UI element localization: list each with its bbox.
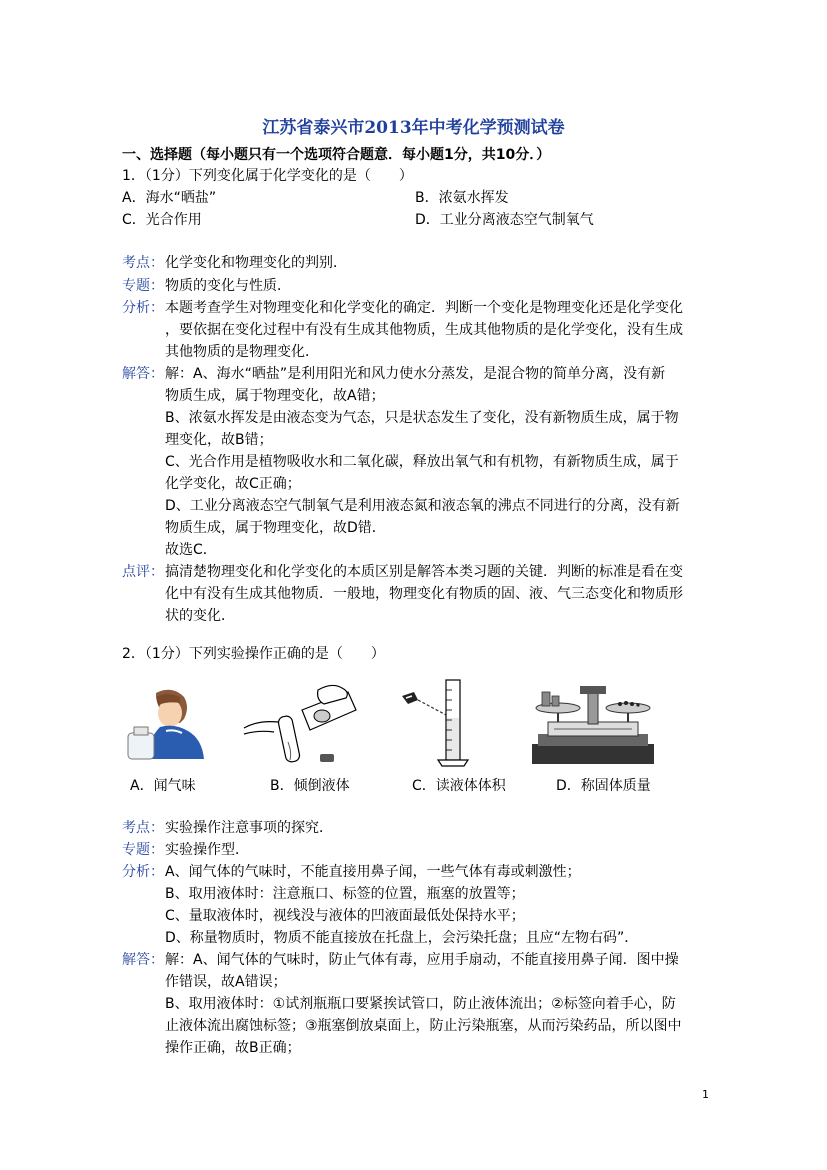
q1-option-b: B．浓氨水挥发 [415, 190, 509, 206]
q2-caption-a: A．闻气味 [130, 778, 196, 794]
q2-caption-d: D．称固体质量 [556, 778, 651, 794]
q1-fenxi-line3: 其他物质的是物理变化． [165, 344, 319, 360]
q2-kaodian-label: 考点： [122, 820, 164, 836]
q2-zhuanti-label: 专题： [122, 842, 164, 858]
q1-jieda-line4: 理变化，故B错； [165, 432, 273, 448]
q1-jieda-line9: 故选C． [165, 542, 217, 558]
q2-caption-b: B．倾倒液体 [270, 778, 350, 794]
q2-kaodian: 实验操作注意事项的探究． [165, 820, 333, 836]
q2-jieda-line5: 操作正确，故B正确； [165, 1040, 301, 1056]
q1-option-d: D．工业分离液态空气制氧气 [415, 212, 594, 228]
q2-jieda-line4: 止液体流出腐蚀标签；③瓶塞倒放桌面上，防止污染瓶塞，从而污染药品，所以图中 [165, 1018, 682, 1034]
q1-dianping-line1: 搞清楚物理变化和化学变化的本质区别是解答本类习题的关键．判断的标准是看在变 [165, 564, 683, 580]
q1-option-c: C．光合作用 [122, 212, 202, 228]
pouring-liquid-illustration [238, 680, 366, 766]
q2-jieda-line1: 解：A、闻气体的气味时，防止气体有毒，应用手扇动，不能直接用鼻子闻．图中操 [165, 952, 679, 968]
q2-fenxi-line4: D、称量物质时，物质不能直接放在托盘上，会污染托盘；且应“左物右码”． [165, 930, 639, 946]
q1-fenxi-line2: ，要依据在变化过程中有没有生成其他物质，生成其他物质的是化学变化，没有生成 [165, 322, 683, 338]
q1-jieda-label: 解答： [122, 366, 164, 382]
q1-jieda-line7: D、工业分离液态空气制氧气是利用液态氮和液态氧的沸点不同进行的分离，没有新 [165, 498, 680, 514]
q1-jieda-line6: 化学变化，故C正确； [165, 476, 301, 492]
q1-fenxi-label: 分析： [122, 300, 164, 316]
q1-jieda-line5: C、光合作用是植物吸收水和二氧化碳，释放出氧气和有机物，有新物质生成，属于 [165, 454, 679, 470]
page-number: 1 [702, 1088, 709, 1101]
q2-stem: 2．（1分）下列实验操作正确的是（ ） [122, 646, 385, 662]
q1-option-a: A．海水“晒盐” [122, 190, 217, 206]
reading-volume-illustration [398, 676, 488, 768]
q1-stem: 1．（1分）下列变化属于化学变化的是（ ） [122, 168, 413, 184]
q1-jieda-line8: 物质生成，属于物理变化，故D错． [165, 520, 386, 536]
q2-fenxi-line1: A、闻气体的气味时，不能直接用鼻子闻，一些气体有毒或刺激性； [165, 864, 581, 880]
page-title: 江苏省泰兴市2013年中考化学预测试卷 [262, 118, 565, 138]
q1-dianping-label: 点评： [122, 564, 164, 580]
balance-scale-illustration [528, 678, 658, 768]
q1-dianping-line2: 化中有没有生成其他物质．一般地，物理变化有物质的固、液、气三态变化和物质形 [165, 586, 683, 602]
q2-fenxi-label: 分析： [122, 864, 164, 880]
q2-caption-c: C．读液体体积 [412, 778, 506, 794]
q1-zhuanti: 物质的变化与性质． [165, 278, 291, 294]
q2-jieda-label: 解答： [122, 952, 164, 968]
q2-zhuanti: 实验操作型． [165, 842, 249, 858]
q1-jieda-line1: 解：A、海水“晒盐”是利用阳光和风力使水分蒸发，是混合物的简单分离，没有新 [165, 366, 666, 382]
q1-zhuanti-label: 专题： [122, 278, 164, 294]
q2-jieda-line2: 作错误，故A错误； [165, 974, 287, 990]
q1-jieda-line2: 物质生成，属于物理变化，故A错； [165, 388, 385, 404]
q2-jieda-line3: B、取用液体时：①试剂瓶瓶口要紧挨试管口，防止液体流出；②标签向着手心，防 [165, 996, 676, 1012]
q2-fenxi-line3: C、量取液体时，视线没与液体的凹液面最低处保持水平； [165, 908, 525, 924]
q1-jieda-line3: B、浓氨水挥发是由液态变为气态，只是状态发生了变化，没有新物质生成，属于物 [165, 410, 679, 426]
q2-fenxi-line2: B、取用液体时：注意瓶口、标签的位置，瓶塞的放置等； [165, 886, 525, 902]
section-heading: 一、选择题（每小题只有一个选项符合题意．每小题1分，共10分．） [122, 147, 551, 163]
q1-kaodian-label: 考点： [122, 255, 164, 271]
smelling-gas-illustration [126, 683, 206, 763]
q1-kaodian: 化学变化和物理变化的判别． [165, 255, 347, 271]
q1-dianping-line3: 状的变化． [165, 608, 235, 624]
q1-fenxi-line1: 本题考查学生对物理变化和化学变化的确定．判断一个变化是物理变化还是化学变化 [165, 300, 683, 316]
